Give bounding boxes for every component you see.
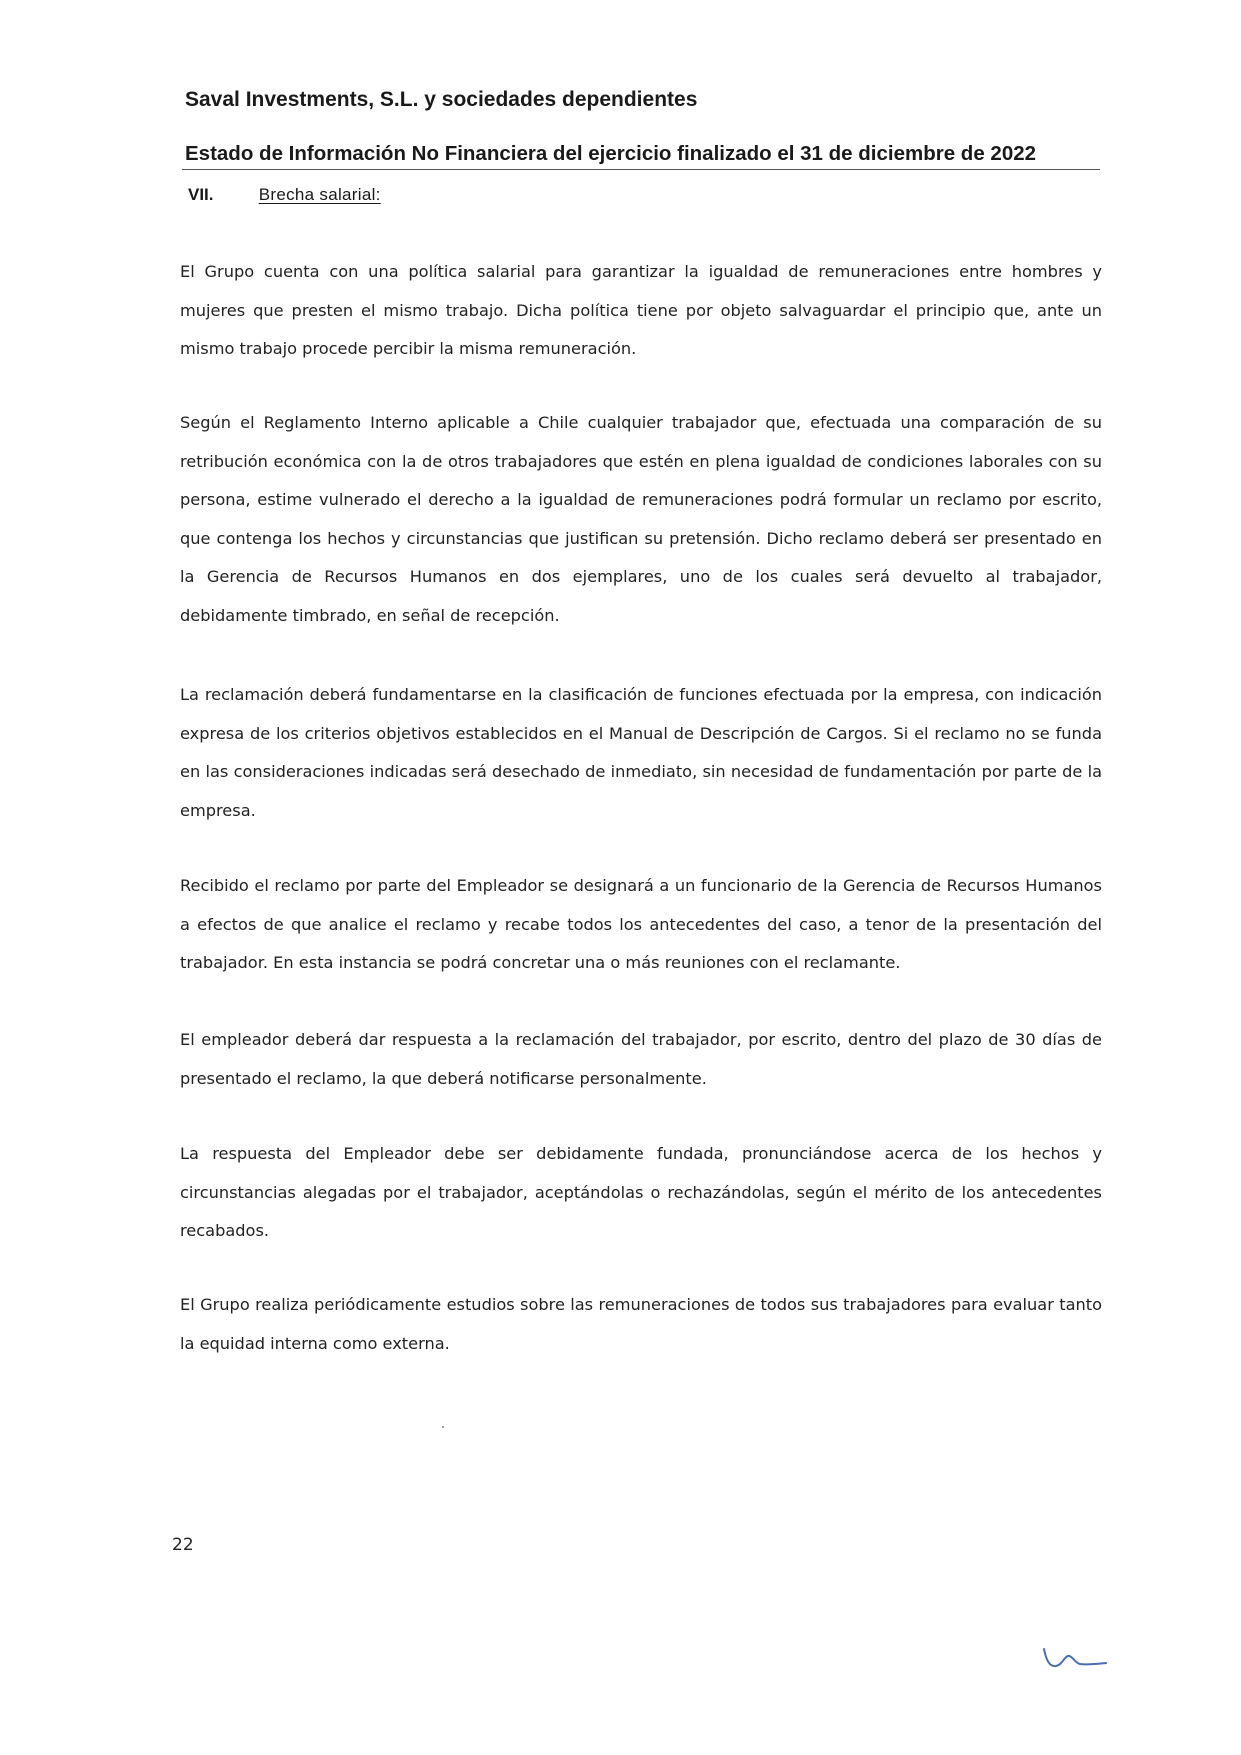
section-heading xyxy=(188,185,381,205)
company-name: Saval Investments, S.L. y sociedades dependientes xyxy=(185,88,698,111)
paragraph-salary-policy: El Grupo cuenta con una política salarial para garantizar la igualdad de remuneraciones entre hombres y mujeres que presten el mismo trabajo. Dicha política tiene por objeto salvaguardar el principio que, ante un mismo trabajo procede percibir la misma remuneración. xyxy=(180,262,1102,358)
header-divider xyxy=(182,169,1100,170)
page-number: 22 xyxy=(172,1535,194,1555)
paragraph-internal-regulation: Según el Reglamento Interno aplicable a Chile cualquier trabajador que, efectuada una comparación de su retribución económica con la de otros trabajadores que estén en plena igualdad de condiciones laborales con su persona, estime vulnerado el derecho a la igualdad de remuneraciones podrá formular un reclamo por escrito, que contenga los hechos y circunstancias que justifican su pretensión. Dicho reclamo deberá ser presentado en la Gerencia de Recursos Humanos en dos ejemplares, uno de los cuales será devuelto al trabajador, debidamente timbrado, en señal de recepción. xyxy=(180,413,1102,625)
paragraph-claim-review: Recibido el reclamo por parte del Empleador se designará a un funcionario de la Gerencia de Recursos Humanos a efectos de que analice el reclamo y recabe todos los antecedentes del caso, a tenor de la presentación del trabajador. En esta instancia se podrá concretar una o más reuniones con el reclamante. xyxy=(180,876,1102,972)
paragraph-claim-basis: La reclamación deberá fundamentarse en la clasificación de funciones efectuada por la empresa, con indicación expresa de los criterios objetivos establecidos en el Manual de Descripción de Cargos. Si el reclamo no se funda en las consideraciones indicadas será desechado de inmediato, sin necesidad de fundamentación por parte de la empresa. xyxy=(180,685,1102,820)
paragraph-response-grounds: La respuesta del Empleador debe ser debidamente fundada, pronunciándose acerca de los hechos y circunstancias alegadas por el trabajador, aceptándolas o rechazándolas, según el mérito de los antecedentes recabados. xyxy=(180,1144,1102,1240)
paragraph-salary-studies: El Grupo realiza periódicamente estudios sobre las remuneraciones de todos sus trabajadores para evaluar tanto la equidad interna como externa. xyxy=(180,1295,1102,1353)
stray-mark xyxy=(442,1426,444,1428)
section-number: VII. xyxy=(188,185,214,204)
paragraph-response-deadline: El empleador deberá dar respuesta a la reclamación del trabajador, por escrito, dentro del plazo de 30 días de presentado el reclamo, la que deberá notificarse personalmente. xyxy=(180,1030,1102,1088)
section-title: Brecha salarial: xyxy=(258,185,381,204)
report-title: Estado de Información No Financiera del ejercicio finalizado el 31 de diciembre de 2022 xyxy=(185,142,1037,165)
handwritten-initials-icon xyxy=(1040,1645,1110,1675)
